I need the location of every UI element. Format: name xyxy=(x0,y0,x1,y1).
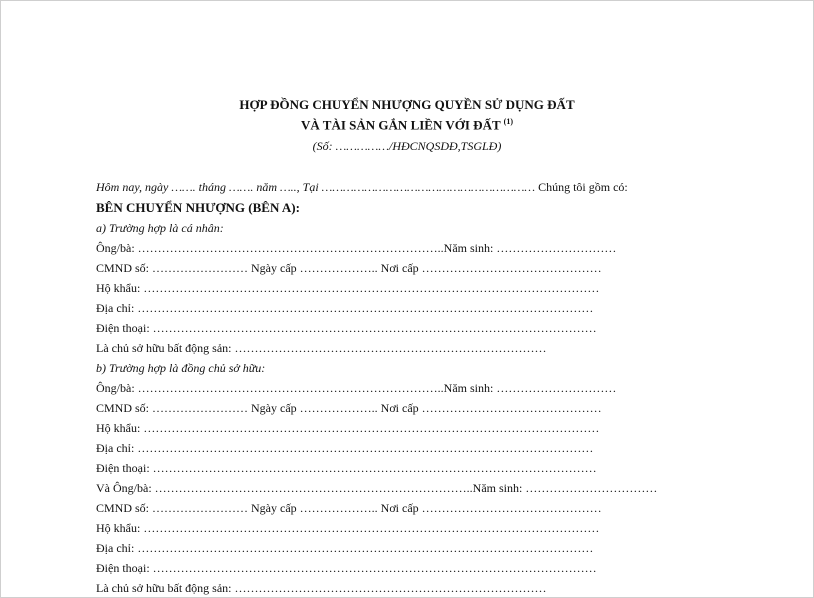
field-dien-thoai: Điện thoại: ………………………………………………………………………………………………… xyxy=(96,561,597,575)
case-b-heading: b) Trường hợp là đồng chủ sở hữu: xyxy=(96,361,266,375)
contract-number: (Số: ……………/HĐCNQSDĐ,TSGLĐ) xyxy=(312,139,502,153)
field-dien-thoai: Điện thoại: ………………………………………………………………………………………………… xyxy=(96,461,597,475)
field-chu-so-huu: Là chủ sở hữu bất động sản: …………………………………………………………………… xyxy=(96,341,547,355)
field-cmnd: CMND số: …………………… Ngày cấp ……………….. Nơi cấp ……………………………………… xyxy=(96,261,602,275)
field-dia-chi: Địa chỉ: …………………………………………………………………………………………………… xyxy=(96,541,594,555)
field-cmnd: CMND số: …………………… Ngày cấp ……………….. Nơi cấp ……………………………………… xyxy=(96,401,602,415)
field-va-ong-ba: Và Ông/bà: ……………………………………………………………………..Năm sinh: …………………………… xyxy=(96,481,658,495)
field-dia-chi: Địa chỉ: …………………………………………………………………………………………………… xyxy=(96,441,594,455)
title-footnote-mark: (1) xyxy=(503,117,513,126)
field-chu-so-huu: Là chủ sở hữu bất động sản: …………………………………………………………………… xyxy=(96,581,547,595)
field-dien-thoai: Điện thoại: ………………………………………………………………………………………………… xyxy=(96,321,597,335)
field-ong-ba: Ông/bà: …………………………………………………………………..Năm sinh: ………………………… xyxy=(96,241,617,255)
page-border xyxy=(0,0,814,1)
field-dia-chi: Địa chỉ: …………………………………………………………………………………………………… xyxy=(96,301,594,315)
section-a-heading: BÊN CHUYỂN NHƯỢNG (BÊN A): xyxy=(96,200,300,215)
page-border xyxy=(0,0,1,598)
field-ho-khau: Hộ khẩu: …………………………………………………………………………………………………… xyxy=(96,521,600,535)
intro-line xyxy=(96,180,628,195)
field-ong-ba: Ông/bà: …………………………………………………………………..Năm sinh: ………………………… xyxy=(96,381,617,395)
document-title-line2 xyxy=(0,117,814,133)
intro-date-place: Hôm nay, ngày ……. tháng ……. năm ….., Tại …………………………………………………… xyxy=(96,180,536,194)
intro-parties: Chúng tôi gồm có: xyxy=(535,180,628,194)
title-line2-text: VÀ TÀI SẢN GẮN LIỀN VỚI ĐẤT xyxy=(301,117,501,133)
document-title-line1: HỢP ĐỒNG CHUYỂN NHƯỢNG QUYỀN SỬ DỤNG ĐẤT xyxy=(239,97,575,112)
case-a-heading: a) Trường hợp là cá nhân: xyxy=(96,221,224,235)
field-ho-khau: Hộ khẩu: …………………………………………………………………………………………………… xyxy=(96,421,600,435)
field-ho-khau: Hộ khẩu: …………………………………………………………………………………………………… xyxy=(96,281,600,295)
field-cmnd: CMND số: …………………… Ngày cấp ……………….. Nơi cấp ……………………………………… xyxy=(96,501,602,515)
